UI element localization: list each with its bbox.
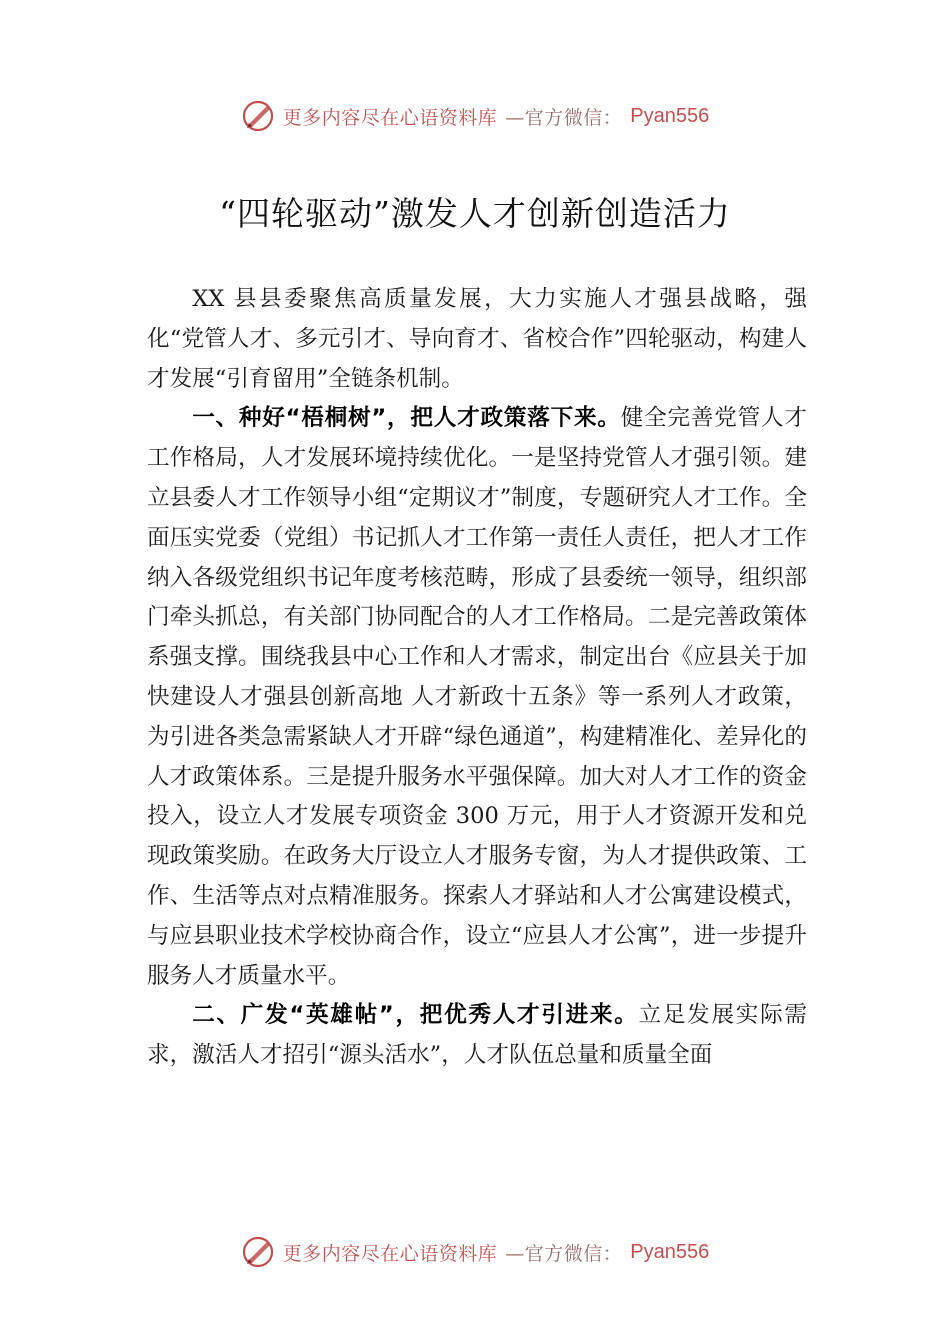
watermark-separator: —官方微信： <box>505 1242 623 1265</box>
paragraph-body: 健全完善党管人才工作格局，人才发展环境持续优化。一是坚持党管人才强引领。建立县委人才工作领导小组“定期议才”制度，专题研究人才工作。全面压实党委（党组）书记抓人才工作第一责任人责任，把人才工作纳入各级党组织书记年度考核范畴，形成了县委统一领导，组织部门牵头抓总，有关部门协同配合的人才工作格局。二是完善政策体系强支撑。围绕我县中心工作和人才需求，制定出台《应县关于加快建设人才强县创新高地 人才新政十五条》等一系列人才政策，为引进各类急需紧缺人才开辟“绿色通道”，构建精准化、差异化的人才政策体系。三是提升服务水平强保障。加大对人才工作的资金投入，设立人才发展专项资金 300 万元，用于人才资源开发和兑现政策奖励。在政务大厅设立人才服务专窗，为人才提供政策、工作、生活等点对点精准服务。探索人才驿站和人才公寓建设模式，与应县职业技术学校协商合作，设立“应县人才公寓”，进一步提升服务人才质量水平。 <box>147 405 808 989</box>
watermark-text: 更多内容尽在心语资料库 <box>282 1242 498 1265</box>
document-title: “四轮驱动”激发人才创新创造活力 <box>219 194 731 233</box>
watermark-text: 更多内容尽在心语资料库 <box>282 106 498 129</box>
paragraph-body: 立足发展实际需求，激活人才招引“源头活水”，人才队伍总量和质量全面 <box>147 1002 808 1069</box>
footer-watermark <box>0 1232 950 1272</box>
section-heading: 二、广发“英雄帖”，把优秀人才引进来。 <box>192 1002 639 1029</box>
paragraph-body: XX 县县委聚焦高质量发展，大力实施人才强县战略，强化“党管人才、多元引才、导向育才、省校合作”四轮驱动，构建人才发展“引育留用”全链条机制。 <box>147 286 807 392</box>
pen-logo-icon <box>241 1235 275 1269</box>
watermark-separator: —官方微信： <box>505 106 623 129</box>
wechat-id: Pyan556 <box>630 1240 710 1263</box>
paragraph-intro <box>147 280 807 399</box>
document-body <box>147 280 807 1076</box>
section-heading: 一、种好“梧桐树”，把人才政策落下来。 <box>192 405 621 432</box>
paragraph-section-1 <box>147 399 807 996</box>
header-watermark <box>0 96 950 136</box>
wechat-id: Pyan556 <box>630 104 710 127</box>
paragraph-section-2 <box>147 996 807 1076</box>
pen-logo-icon <box>241 99 275 133</box>
